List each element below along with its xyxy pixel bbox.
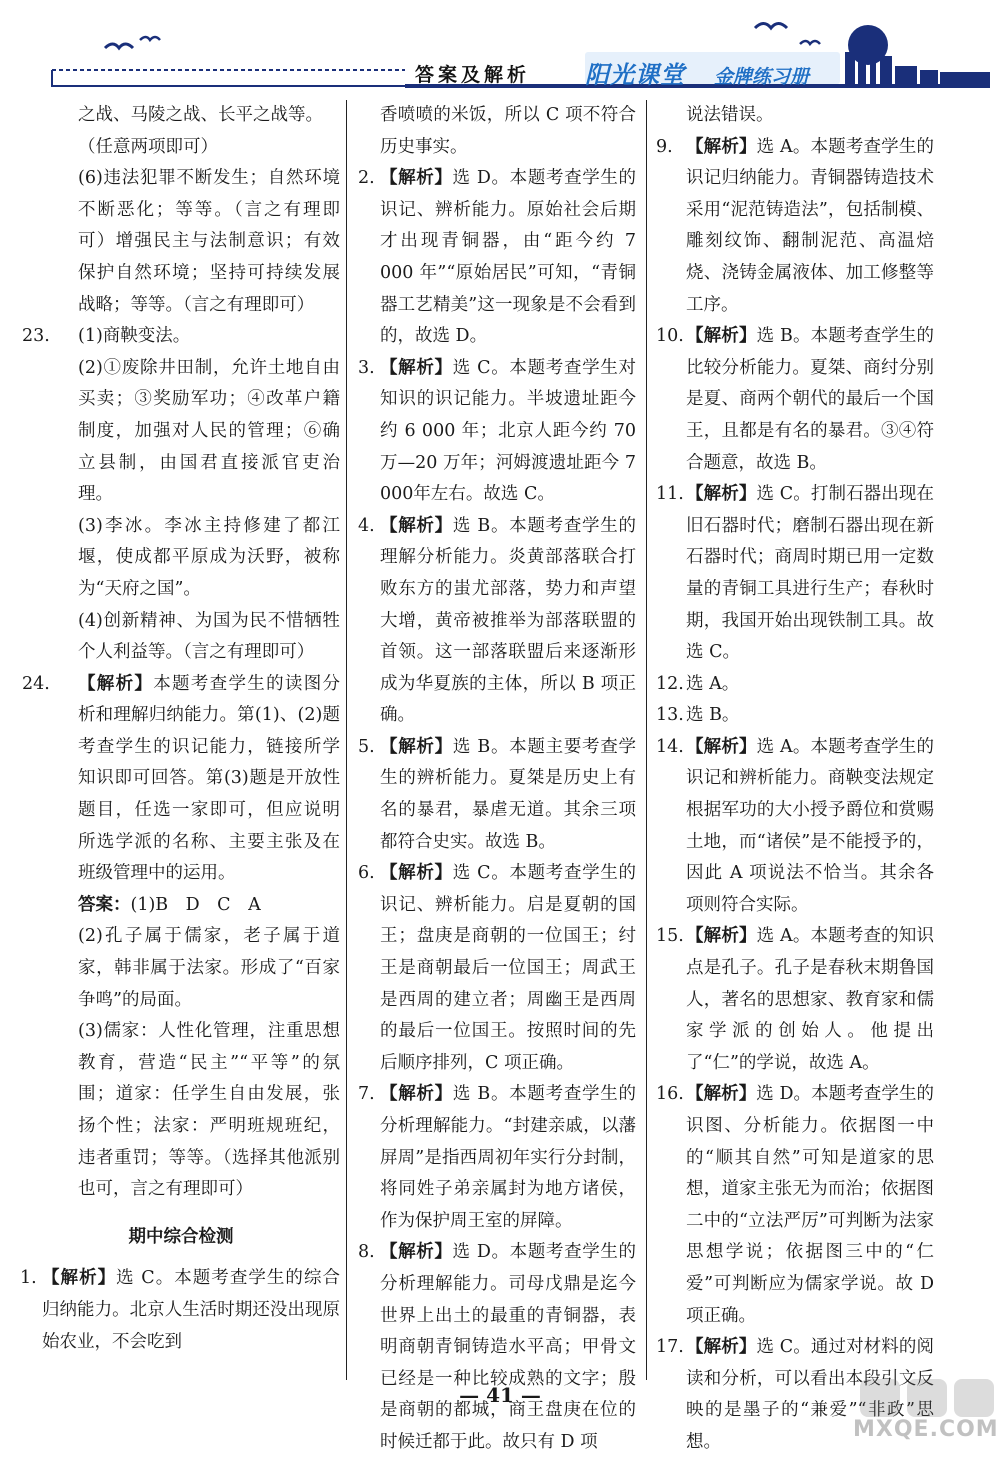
page-header bbox=[0, 0, 1000, 100]
analysis-body: 选 A。本题考查的知识点是孔子。孔子是春秋末期鲁国人，著名的思想家、教育家和儒家学派的创始人。他提出了“仁”的学说，故选 A。 bbox=[686, 926, 934, 1073]
item-number: 1. bbox=[20, 1268, 37, 1289]
answer-item bbox=[656, 479, 934, 669]
answer-item bbox=[358, 1079, 636, 1237]
analysis-tag: 【解析】 bbox=[380, 736, 453, 757]
item-number: 7. bbox=[358, 1084, 375, 1105]
column-divider bbox=[646, 100, 647, 1380]
item-number: 14. bbox=[656, 736, 684, 757]
continued-text: 香喷喷的米饭，所以 C 项不符合历史事实。 bbox=[380, 105, 636, 157]
analysis-tag: 【解析】 bbox=[686, 736, 757, 757]
analysis-text bbox=[380, 511, 636, 732]
answer-item bbox=[656, 321, 934, 479]
item-number: 2. bbox=[358, 168, 375, 189]
watermark-text: MXQE.COM bbox=[853, 1417, 999, 1442]
analysis-body: 选 B。本题考查学生的比较分析能力。夏桀、商纣分别是夏、商两个朝代的最后一个国王，且都是有名的暴君。③④符合题意，故选 B。 bbox=[686, 326, 934, 473]
item-number: 16. bbox=[656, 1084, 684, 1105]
analysis-text bbox=[380, 353, 636, 511]
continued-text: 说法错误。 bbox=[686, 105, 774, 125]
analysis-text bbox=[380, 732, 636, 858]
analysis-text bbox=[686, 1079, 934, 1332]
bird-icon bbox=[105, 44, 133, 48]
item-number: 4. bbox=[358, 515, 375, 536]
page-number: — 41 — bbox=[459, 1383, 541, 1407]
analysis-text bbox=[78, 669, 340, 890]
analysis-body: 选 C。本题考查学生的识记、辨析能力。启是夏朝的国王；盘庚是商朝的一位国王；纣王是商朝最后一位国王；周武王是西周的建立者；周幽王是西周的最后一位国王。按照时间的先后顺序排列，C 项正确。 bbox=[380, 863, 637, 1073]
answer-item bbox=[358, 353, 636, 511]
analysis-body: 选 B。本题考查学生的理解分析能力。炎黄部落联合打败东方的蚩尤部落，势力和声望大增，黄帝被推举为部落联盟的首领。这一部落联盟后来逐渐形成为华夏族的主体，所以 B 项正确。 bbox=[380, 515, 636, 726]
text-line: （任意两项即可） bbox=[78, 136, 218, 157]
analysis-text bbox=[686, 732, 934, 922]
answer-line bbox=[78, 890, 340, 922]
analysis-text bbox=[686, 700, 934, 732]
analysis-tag: 【解析】 bbox=[380, 863, 453, 884]
answer-part: (4)创新精神、为国为民不惜牺牲个人利益等。（言之有理即可） bbox=[78, 610, 340, 663]
analysis-tag: 【解析】 bbox=[380, 515, 453, 536]
section-heading: 期中综合检测 bbox=[128, 1226, 234, 1247]
answer-part: (3)儒家：人性化管理，注重思想教育，营造“民主”“平等”的氛围；道家：任学生自由发展，张扬个性；法家：严明班规班纪，违者重罚；等等。（选择其他派别也可，言之有理即可） bbox=[78, 1021, 340, 1200]
analysis-body: 选 A。本题考查学生的识记和辨析能力。商鞅变法规定根据军功的大小授予爵位和赏赐土地，而“诸侯”是不能授予的，因此 A 项说法不恰当。其余各项则符合实际。 bbox=[686, 736, 934, 915]
answer-part: (3)李冰。李冰主持修建了都江堰，使成都平原成为沃野，被称为“天府之国”。 bbox=[78, 515, 340, 599]
analysis-text bbox=[686, 132, 934, 322]
analysis-body: 选 C。本题考查学生的综合归纳能力。北京人生活时期还没出现原始农业，不会吃到 bbox=[42, 1268, 341, 1352]
analysis-body: 选 C。通过对材料的阅读和分析，可以看出本段引文反映的是墨子的“兼爱”“非政”思想。 bbox=[686, 1337, 935, 1452]
analysis-text bbox=[686, 321, 934, 479]
answer-label: 答案： bbox=[78, 894, 131, 915]
analysis-tag: 【解析】 bbox=[380, 1242, 453, 1263]
answer-item bbox=[656, 1079, 934, 1332]
item-number: 3. bbox=[358, 357, 375, 378]
analysis-text bbox=[380, 858, 636, 1079]
item-number: 9. bbox=[656, 136, 673, 157]
column-right bbox=[656, 100, 934, 1459]
text-line: 之战、马陵之战、长平之战等。 bbox=[78, 105, 323, 125]
answer-item bbox=[656, 921, 934, 1079]
item-number: 5. bbox=[358, 736, 375, 757]
analysis-tag: 【解析】 bbox=[686, 926, 757, 947]
analysis-text bbox=[380, 1237, 636, 1458]
item-number: 6. bbox=[358, 863, 375, 884]
analysis-text bbox=[380, 163, 636, 353]
answer-item bbox=[656, 700, 934, 732]
analysis-body: 选 B。本题考查学生的分析理解能力。“封建亲戚，以藩屏周”是指西周初年实行分封制，将同姓子弟亲属封为地方诸侯，作为保护周王室的屏障。 bbox=[380, 1084, 636, 1231]
item-number: 24. bbox=[22, 673, 50, 694]
item-number: 11. bbox=[656, 484, 684, 505]
analysis-text bbox=[686, 479, 934, 669]
analysis-body: 选 A。本题考查学生的识记归纳能力。青铜器铸造技术采用“泥范铸造法”，包括制模、雕刻纹饰、翻制泥范、高温焙烧、浇铸金属液体、加工修整等工序。 bbox=[686, 136, 934, 315]
answer-item-1 bbox=[20, 1263, 340, 1358]
brand-subtitle: 金牌练习册 bbox=[714, 66, 810, 88]
item-number: 15. bbox=[656, 926, 684, 947]
answer-item bbox=[358, 1237, 636, 1458]
brand-title: 阳光课堂 bbox=[585, 61, 685, 89]
item-number: 17. bbox=[656, 1337, 684, 1358]
answer-item bbox=[656, 732, 934, 922]
analysis-body: 选 D。本题考查学生的分析理解能力。司母戊鼎是迄今世界上出土的最重的青铜器，表明商朝青铜铸造水平高；甲骨文已经是一种比较成熟的文字；殷是商朝的都城，商王盘庚在位的时候迁都于此。故只有 D 项 bbox=[380, 1242, 637, 1452]
answer-item bbox=[656, 669, 934, 701]
analysis-tag: 【解析】 bbox=[380, 1084, 453, 1105]
answer-item bbox=[656, 132, 934, 322]
analysis-tag: 【解析】 bbox=[42, 1268, 117, 1289]
answer-item bbox=[358, 732, 636, 858]
analysis-tag: 【解析】 bbox=[686, 1337, 757, 1358]
analysis-text bbox=[686, 921, 934, 1079]
analysis-body: 选 C。打制石器出现在旧石器时代；磨制石器出现在新石器时代；商周时期已用一定数量的青铜工具进行生产；春秋时期，我国开始出现铁制工具。故选 C。 bbox=[686, 484, 935, 663]
item-number: 12. bbox=[656, 673, 684, 694]
analysis-text bbox=[380, 1079, 636, 1237]
analysis-tag: 【解析】 bbox=[78, 673, 154, 694]
answer-item bbox=[358, 511, 636, 732]
column-divider bbox=[346, 100, 347, 1380]
column-middle bbox=[358, 100, 636, 1459]
answer-part: (2)孔子属于儒家，老子属于道家，韩非属于法家。形成了“百家争鸣”的局面。 bbox=[78, 926, 340, 1010]
answer-item bbox=[358, 858, 636, 1079]
analysis-body: 选 D。本题考查学生的识图、分析能力。依据图一中的“顺其自然”可知是道家的思想，道家主张无为而治；依据图二中的“立法严厉”可判断为法家思想学说；依据图三中的“仁爱”可判断应为儒家学说。故 D 项正确。 bbox=[686, 1084, 935, 1326]
item-number: 10. bbox=[656, 326, 684, 347]
analysis-tag: 【解析】 bbox=[686, 1084, 757, 1105]
answer-part: (2)①废除井田制，允许土地自由买卖；③奖励军功；④改革户籍制度，加强对人民的管理；⑥确立县制，由国君直接派官吏治理。 bbox=[78, 357, 340, 505]
answer-item bbox=[358, 163, 636, 353]
analysis-body: 选 D。本题考查学生的识记、辨析能力。原始社会后期才出现青铜器，由“距今约 7 000 年”“原始居民”可知，“青铜器工艺精美”这一现象是不会看到的，故选 D。 bbox=[380, 168, 637, 347]
answer-item-24 bbox=[22, 669, 340, 1206]
analysis-text bbox=[42, 1263, 340, 1358]
bird-icon bbox=[800, 41, 820, 44]
column-left bbox=[22, 100, 340, 1358]
answer-item-23 bbox=[22, 321, 340, 669]
bird-icon bbox=[755, 24, 787, 29]
analysis-tag: 【解析】 bbox=[686, 326, 757, 347]
bird-icon bbox=[140, 37, 160, 40]
analysis-tag: 【解析】 bbox=[686, 484, 757, 505]
analysis-body: 选 A。 bbox=[686, 673, 740, 694]
section-title: 答案及解析 bbox=[415, 64, 531, 86]
item-number: 23. bbox=[22, 326, 50, 347]
answer-part: (1)商鞅变法。 bbox=[78, 326, 191, 347]
analysis-tag: 【解析】 bbox=[686, 136, 757, 157]
analysis-tag: 【解析】 bbox=[380, 357, 453, 378]
item-number: 8. bbox=[358, 1242, 375, 1263]
analysis-body: 选 B。本题主要考查学生的辨析能力。夏桀是历史上有名的暴君，暴虐无道。其余三项都符合史实。故选 B。 bbox=[380, 736, 636, 852]
text-line: (6)违法犯罪不断发生；自然环境不断恶化；等等。（言之有理即可）增强民主与法制意识；有效保护自然环境；坚持可持续发展战略；等等。（言之有理即可） bbox=[78, 168, 340, 315]
answer-body: (1)B D C A bbox=[130, 894, 261, 915]
analysis-tag: 【解析】 bbox=[380, 168, 453, 189]
analysis-body: 选 C。本题考查学生对知识的识记能力。半坡遗址距今约 6 000 年；北京人距今约 70 万—20 万年；河姆渡遗址距今 7 000年左右。故选 C。 bbox=[380, 357, 637, 505]
analysis-text bbox=[686, 669, 934, 701]
analysis-body: 选 B。 bbox=[686, 705, 740, 726]
analysis-body: 本题考查学生的读图分析和理解归纳能力。第(1)、(2)题考查学生的识记能力，链接所学知识即可回答。第(3)题是开放性题目，任选一家即可，但应说明所选学派的名称、主要主张及在班级管理中的运用。 bbox=[78, 673, 341, 884]
item-number: 13. bbox=[656, 705, 684, 726]
